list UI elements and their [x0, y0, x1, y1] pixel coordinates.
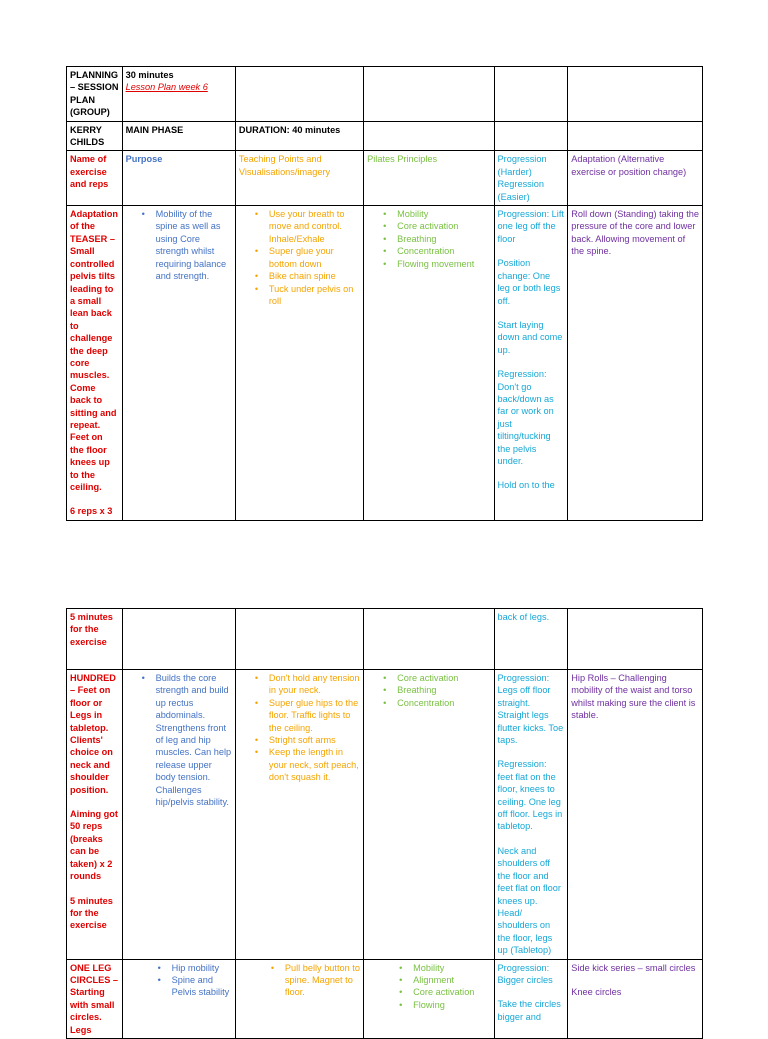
session-plan-table-1 [66, 66, 703, 521]
hundred-progression-cell [494, 670, 568, 960]
list-item: • Bike chain spine [239, 270, 360, 282]
col-header-name: Name of exercise and reps [67, 151, 123, 206]
list-item: • Stright soft arms [239, 734, 360, 746]
teaser-principles-list [367, 208, 490, 270]
oneleg-adaptation-cell [568, 959, 703, 1038]
col-header-principles: Pilates Principles [364, 151, 494, 206]
hundred-purpose-cell [122, 670, 235, 960]
oneleg-teaching-list [239, 962, 360, 999]
hundred-teaching-cell [235, 670, 363, 960]
hundred-row [67, 670, 703, 960]
hundred-reps: Aiming got 50 reps (breaks can be taken) x 2 rounds [70, 809, 118, 882]
teaser-name-cell [67, 206, 123, 521]
list-item: • Concentration [367, 697, 490, 709]
hundred-principles-cell [364, 670, 494, 960]
header-row-2 [67, 121, 703, 151]
empty-cell [568, 609, 703, 670]
empty-cell [364, 609, 494, 670]
planning-label: PLANNING – SESSION PLAN (GROUP) [67, 67, 123, 122]
list-item: • Mobility [367, 208, 490, 220]
oneleg-teaching-cell [235, 959, 363, 1038]
oneleg-principles-cell [364, 959, 494, 1038]
duration-short: 30 minutes [125, 70, 174, 80]
progression-paragraph: Regression: feet flat on the floor, knees to ceiling. One leg off floor. Legs in tabletop. [497, 759, 563, 832]
teaser-principles-cell [364, 206, 494, 521]
empty-cell [568, 121, 703, 151]
teaser-reps: 6 reps x 3 [70, 506, 113, 517]
list-item: • Breathing [367, 684, 490, 696]
progression-paragraph: Progression: Lift one leg off the floor [497, 209, 564, 244]
continued-name: 5 minutes for the exercise [67, 609, 123, 670]
list-item: • Pull belly button to spine. Magnet to floor. [239, 962, 360, 999]
list-item: • Hip mobility [126, 962, 232, 974]
progression-paragraph: Take the circles bigger and [497, 999, 561, 1022]
oneleg-principles-list [367, 962, 490, 1012]
list-item: • Core activation [367, 672, 490, 684]
oneleg-progression-cell [494, 959, 568, 1038]
lesson-plan-link[interactable]: Lesson Plan week 6 [125, 82, 208, 93]
teaser-name: Adaptation of the TEASER – Small controlled pelvis tilts leading to a small lean back to challenge the deep core muscles. Come back to sitting and repeat. Feet on the floor knees up to the ceiling. [70, 209, 118, 492]
progression-paragraph: Progression: Legs off floor straight. Straight legs flutter kicks. Toe taps. [497, 673, 564, 746]
list-item: • Spine and Pelvis stability [126, 974, 232, 999]
list-item: • Use your breath to move and control. Inhale/Exhale [239, 208, 360, 245]
col-header-purpose: Purpose [122, 151, 235, 206]
progression-paragraph: Start laying down and come up. [497, 319, 563, 355]
empty-cell [235, 67, 363, 122]
hundred-teaching-list [239, 672, 360, 784]
col-header-adaptation: Adaptation (Alternative exercise or position change) [568, 151, 703, 206]
list-item: • Breathing [367, 233, 490, 245]
list-item: • Concentration [367, 245, 490, 257]
phase-label: MAIN PHASE [122, 121, 235, 151]
list-item: • Flowing movement [367, 258, 490, 270]
progression-paragraph: Hold on to the [497, 480, 555, 491]
list-item: • Alignment [367, 974, 490, 986]
teaser-purpose-cell [122, 206, 235, 521]
one-leg-circles-row [67, 959, 703, 1038]
oneleg-purpose-list [126, 962, 232, 999]
teaser-adaptation-cell: Roll down (Standing) taking the pressure of the core and lower back. Allowing movement of the spine. [568, 206, 703, 521]
oneleg-purpose-cell [122, 959, 235, 1038]
session-plan-table-2 [66, 608, 703, 1039]
teaser-row [67, 206, 703, 521]
list-item: • Mobility [367, 962, 490, 974]
empty-cell [122, 609, 235, 670]
hundred-principles-list [367, 672, 490, 709]
duration-label: DURATION: 40 minutes [235, 121, 363, 151]
hundred-name-cell [67, 670, 123, 960]
empty-cell [364, 121, 494, 151]
empty-cell [568, 67, 703, 122]
list-item: • Flowing [367, 999, 490, 1011]
list-item: • Core activation [367, 220, 490, 232]
continued-row [67, 609, 703, 670]
list-item: • Core activation [367, 986, 490, 998]
author-name: KERRY CHILDS [67, 121, 123, 151]
duration-cell [122, 67, 235, 122]
teaser-teaching-cell [235, 206, 363, 521]
list-item: • Keep the length in your neck, soft peach, don't squash it. [239, 746, 360, 783]
col-header-progression: Progression (Harder) Regression (Easier) [494, 151, 568, 206]
hundred-duration: 5 minutes for the exercise [70, 895, 113, 931]
empty-cell [494, 67, 568, 122]
adaptation-paragraph: Side kick series – small circles [571, 962, 696, 973]
teaser-teaching-list [239, 208, 360, 307]
empty-cell [235, 609, 363, 670]
progression-paragraph: Neck and shoulders off the floor and feet flat on floor knees up. Head/ shoulders on the floor, legs up (Tabletop) [497, 845, 561, 956]
list-item: • Tuck under pelvis on roll [239, 283, 360, 308]
list-item: • Super glue hips to the floor. Traffic lights to the ceiling. [239, 697, 360, 734]
adaptation-paragraph: Knee circles [571, 986, 622, 997]
hundred-purpose-list [126, 672, 232, 808]
list-item: • Builds the core strength and build up rectus abdominals. Strengthens front of leg and hip muscles. Can help release upper body tension. Challenges hip/pelvis stability. [126, 672, 232, 808]
col-header-teaching: Teaching Points and Visualisations/imagery [235, 151, 363, 206]
teaser-progression-cell [494, 206, 568, 521]
oneleg-name: ONE LEG CIRCLES – Starting with small circles. Legs [67, 959, 123, 1038]
hundred-name: HUNDRED – Feet on floor or Legs in tabletop. Clients' choice on neck and shoulder position. [70, 673, 116, 795]
hundred-adaptation-cell: Hip Rolls – Challenging mobility of the waist and torso whilst making sure the client is stable. [568, 670, 703, 960]
empty-cell [364, 67, 494, 122]
empty-cell [494, 121, 568, 151]
progression-paragraph: Regression: Don't go back/down as far or work on just tilting/tucking the pelvis under. [497, 369, 554, 466]
list-item: • Mobility of the spine as well as using Core strength whilst requiring balance and strength. [126, 208, 232, 282]
list-item: • Don't hold any tension in your neck. [239, 672, 360, 697]
column-header-row [67, 151, 703, 206]
header-row-1 [67, 67, 703, 122]
continued-progression: back of legs. [494, 609, 568, 670]
teaser-purpose-list [126, 208, 232, 282]
progression-paragraph: Progression: Bigger circles [497, 962, 553, 985]
progression-paragraph: Position change: One leg or both legs off. [497, 258, 561, 306]
list-item: • Super glue your bottom down [239, 245, 360, 270]
